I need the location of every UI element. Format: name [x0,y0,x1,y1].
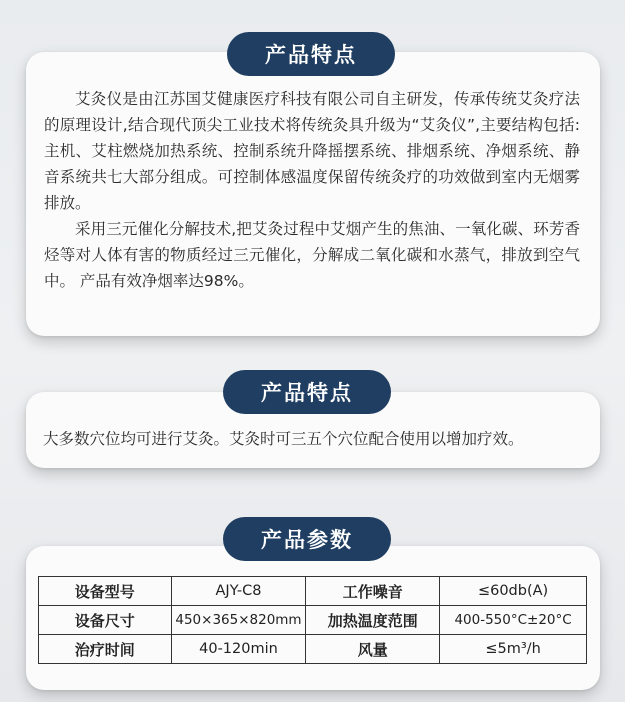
table-row [39,635,587,664]
parameters-table [38,576,587,664]
param-label-model: 设备型号 [39,577,172,606]
param-label-size: 设备尺寸 [39,606,172,635]
features-paragraph-1: 艾灸仪是由江苏国艾健康医疗科技有限公司自主研发，传承传统艾灸疗法的原理设计,结合现代顶尖工业技术将传统灸具升级为“艾灸仪”,主要结构包括:主机、艾柱燃烧加热系统、控制系统升降摇摆系统、排烟系统、净烟系统、静音系统共七大部分组成。可控制体感温度保留传统灸疗的功效做到室内无烟雾排放。 [44,90,580,212]
param-value-size: 450×365×820mm [171,606,306,635]
param-label-noise: 工作噪音 [306,577,440,606]
table-row [39,577,587,606]
acupoint-text: 大多数穴位均可进行艾灸。艾灸时可三五个穴位配合使用以增加疗效。 [43,430,524,448]
table-row [39,606,587,635]
section-title-features: 产品特点 [227,32,395,76]
param-label-airflow: 风量 [306,635,440,664]
features-description [26,52,600,294]
param-value-model: AJY-C8 [171,577,306,606]
param-value-temperature: 400-550°C±20°C [440,606,587,635]
param-value-duration: 40-120min [171,635,306,664]
param-value-noise: ≤60db(A) [440,577,587,606]
section-title-features-2: 产品特点 [223,370,391,414]
parameters-card [26,546,600,690]
param-value-airflow: ≤5m³/h [440,635,587,664]
param-label-temperature: 加热温度范围 [306,606,440,635]
features-paragraph-2: 采用三元催化分解技术,把艾灸过程中艾烟产生的焦油、一氧化碳、环芳香烃等对人体有害的物质经过三元催化，分解成二氧化碳和水蒸气，排放到空气中。 产品有效净烟率达98%。 [44,220,580,290]
section-title-parameters: 产品参数 [223,517,391,561]
features-card [26,52,600,336]
param-label-duration: 治疗时间 [39,635,172,664]
